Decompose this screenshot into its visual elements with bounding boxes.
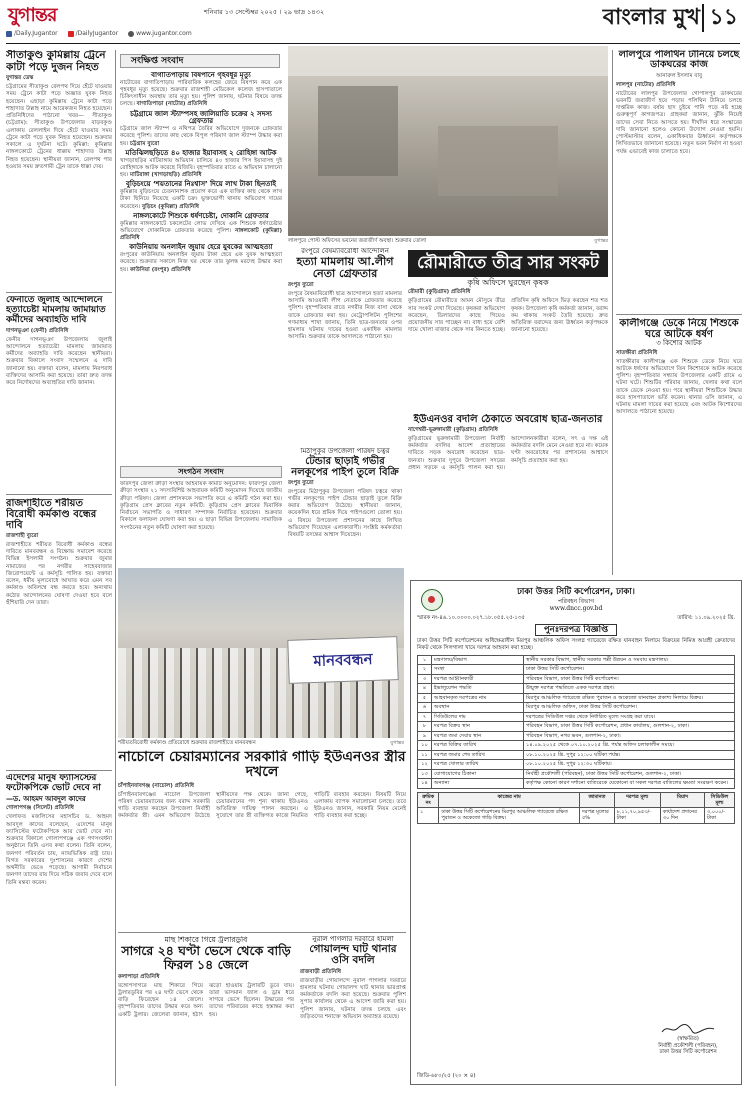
facebook-link[interactable]: /Daily.Jugantor xyxy=(6,30,58,38)
item-table-header: দরপত্র মূল্য xyxy=(614,792,660,808)
tender-cell-v: ০৮.১০.২০২৫ খ্রি. দুপুর ১২:৩০ ঘটিকায়। xyxy=(524,760,735,770)
tender-row xyxy=(418,741,735,751)
story-lalpur xyxy=(616,50,742,312)
tender-cell-k: আহবানকৃত দরপত্রের নাম xyxy=(432,693,524,703)
body: খেলাফত মজলিসের মহাসচিব ড. আহমদ আবদুল কাদের বলেছেন, এদেশের মানুষ ফ্যাসিস্টের ফটোকপিকে আর ভোট দেবে না। শুক্রবার বিকালে গোলাপগঞ্জে এক গণসংবর্ধনা অনুষ্ঠানে তিনি এসব কথা বলেন। তিনি বলেন, জনগণ পরিবর্তন চায়, ন্যায়ভিত্তিক রাষ্ট্র চায়। বিগত সরকারের দুঃশাসনের কারণে দেশের অর্থনীতি ভেঙে পড়েছে। আগামী নির্বাচনে জনগণ তাদের রায় দিয়ে সঠিক জবাব দেবে বলে তিনি মন্তব্য করেন। xyxy=(6,814,112,886)
body: ফেনীর দাগনভূঞা উপজেলায় জুলাই আন্দোলনে হত্যাচেষ্টা মামলায় জামায়াত কর্মীদের অব্যাহতি দাবি করেছেন স্থানীয়রা। শুক্রবার বিকালে সংবাদ সম্মেলনে এ দাবি জানানো হয়। বক্তারা বলেন, মামলায় নিরপরাধ ব্যক্তিদের আসামি করা হয়েছে। তারা দ্রুত তদন্ত করে নির্দোষদের অব্যাহতির দাবি জানান। xyxy=(6,336,112,387)
tender-row xyxy=(418,655,735,665)
byline: যুগান্তর ডেস্ক xyxy=(6,75,34,82)
byline: চাঁপাইনবাবগঞ্জ (নাচোল) প্রতিনিধি xyxy=(118,782,194,789)
tender-cell-n: ১ xyxy=(418,655,432,665)
department: পরিবহন বিভাগ xyxy=(557,597,595,605)
brief-news xyxy=(120,72,282,462)
story-fascist xyxy=(6,774,112,1086)
deck: কৃষি অফিসে ঘুরছেন কৃষক xyxy=(467,277,549,287)
item-table-header: ক্রমিক নং xyxy=(418,792,439,808)
tender-title: পুনঃদরপত্র বিজ্ঞপ্তি xyxy=(411,625,741,636)
byline: রাজশাহী ব্যুরো xyxy=(6,533,39,539)
tender-notice xyxy=(410,580,742,1085)
tender-cell-k: দরপত্র বিক্রয় স্থান xyxy=(432,722,524,732)
column-rule xyxy=(612,50,613,575)
tender-cell-n: ২ xyxy=(418,665,432,675)
quote-attribution: —ড. আহমদ আবদুল কাদের xyxy=(6,794,86,803)
tender-cell-v: ঢাকা উত্তর সিটি কর্পোরেশন। xyxy=(524,665,735,675)
tender-cell-k: দরপত্র আহ্বানকারী xyxy=(432,674,524,684)
story-feni xyxy=(6,296,112,492)
byline: রংপুর ব্যুরো xyxy=(288,479,314,486)
section-title: বাংলার মুখ xyxy=(602,5,700,30)
reporter: আনারুল ইসলাম বাবু xyxy=(655,72,703,79)
tender-cell-n: ১২ xyxy=(418,760,432,770)
item-table-row xyxy=(418,808,735,824)
organization-news-header: সংগঠন সংবাদ xyxy=(120,466,282,478)
tender-cell-n: ৭ xyxy=(418,712,432,722)
brief-item: চট্টগ্রামে জাল স্ট্যাম্পসহ জালিয়াতি চক্রের ২ সদস্য গ্রেফতার চট্টগ্রামে জাল স্ট্যাম্প ও নথিপত্র তৈরির অভিযোগে দুজনকে গ্রেফতার করেছে পুলিশ। তাদের কাছ থেকে বিপুল পরিমাণ জাল স্ট্যাম্প উদ্ধার করা হয়। চট্টগ্রাম ব্যুরো xyxy=(120,109,282,147)
body: কুড়িগ্রামের ভূরুঙ্গামারী উপজেলা নির্বাহী কর্মকর্তার বদলির আদেশ প্রত্যাহারের দাবিতে সড়ক অবরোধ করেছেন ছাত্র-জনতা। শুক্রবার দুপুরে উপজেলা সদরের প্রধান সড়কে এ কর্মসূচি পালন করা হয়। আন্দোলনকারীরা বলেন, সৎ ও দক্ষ এই কর্মকর্তার বদলি মেনে নেওয়া হবে না। কয়েক ঘণ্টা অবরোধের পর প্রশাসনের আশ্বাসে কর্মসূচি প্রত্যাহার করা হয়। xyxy=(408,435,608,471)
kicker: মিঠাপুকুর উপজেলা পরিষদ চত্বর xyxy=(300,448,390,455)
brief-news-header: সংক্ষিপ্ত সংবাদ xyxy=(120,54,280,68)
story-goalanda xyxy=(300,936,406,1086)
item-table-cell: দরপত্র মূল্যের ৫% xyxy=(580,808,615,824)
tender-intro: ঢাকা উত্তর সিটি কর্পোরেশনের অধিক্ষেত্রাধীন মিরপুর আঞ্চলিক অফিস সংলগ্ন গ্যারেজে রক্ষিত যানবাহন নিলামে বিক্রয়ের নিমিত্ত আগ্রহী ক্রেতাদের নিকট থেকে সিলগালা খামে দরপত্র আহবান করা হচ্ছে। xyxy=(417,638,735,651)
item-table-header: সিডিউল মূল্য xyxy=(704,792,734,808)
kicker: রংপুরে বৈষম্যবিরোধী আন্দোলন xyxy=(301,248,389,255)
byline: দাগনভূঞা (ফেনী) প্রতিনিধি xyxy=(6,327,69,334)
tender-cell-k: অন্যান্য xyxy=(432,779,524,789)
tender-cell-v: নির্বাহী প্রকৌশলী (পরিবহন), ঢাকা উত্তর সিটি কর্পোরেশন, গুলশান-২, ঢাকা। xyxy=(524,769,735,779)
tender-cell-v: কর্তৃপক্ষ কোনো কারণ দর্শানো ব্যতিরেকে যেকোনো বা সকল দরপত্র বাতিলের ক্ষমতা সংরক্ষণ করেন। xyxy=(524,779,735,789)
globe-icon xyxy=(128,31,134,37)
youtube-icon xyxy=(68,31,74,37)
story-sagar xyxy=(118,936,294,1086)
tender-cell-n: ১৩ xyxy=(418,769,432,779)
brief-item: কাউনিয়ায় অনলাইন জুয়ায় হেরে যুবকের আত্মহত্যা রংপুরের কাউনিয়ায় অনলাইন জুয়ায় টাকা হেরে এক যুবক আত্মহত্যা করেছে। শুক্রবার সকালে নিজ ঘর থেকে তার ঝুলন্ত মরদেহ উদ্ধার করা হয়। কাউনিয়া (রংপুর) প্রতিনিধি xyxy=(120,243,282,273)
post-office-photo xyxy=(288,46,608,236)
tender-row xyxy=(418,674,735,684)
headline: রৌমারীতে তীব্র সার সংকট xyxy=(417,253,599,273)
tender-item-table xyxy=(417,792,735,824)
byline: সাতক্ষীরা প্রতিনিধি xyxy=(616,349,658,356)
headline: সাগরে ২৪ ঘণ্টা ভেসে থেকে বাড়ি ফিরল ১৪ জেলে xyxy=(121,943,291,972)
item-table-header: কাজের নাম xyxy=(439,792,580,808)
tender-cell-n: ৫ xyxy=(418,693,432,703)
headline: হত্যা মামলায় আ.লীগ নেতা গ্রেফতার xyxy=(296,254,394,280)
gd-number: জিডি-৬৮০/২৫ (২০ × ৪) xyxy=(417,1073,476,1080)
divider xyxy=(616,314,742,315)
kicker: নুরাল পাগলার দরবারে হামলা xyxy=(312,936,394,943)
website[interactable]: www.dncc.gov.bd xyxy=(549,605,603,613)
tender-cell-v: ১৪.০৯.২০২৫ থেকে ০৭.১০.২০২৫ খ্রি. পর্যন্ত অফিস চলাকালীন সময়ে। xyxy=(524,741,735,751)
story-sitakunda xyxy=(6,50,112,290)
body: কুড়িগ্রামের রৌমারীতে আমন মৌসুমে তীব্র সার সংকট দেখা দিয়েছে। কৃষকরা অভিযোগ করেছেন, ডিলারদের কাছে গিয়েও প্রয়োজনীয় সার পাচ্ছেন না। বাধ্য হয়ে বেশি দামে খোলা বাজার থেকে সার কিনতে হচ্ছে। প্রতিদিন কৃষি অফিসে ভিড় করছেন শত শত কৃষক। উপজেলা কৃষি কর্মকর্তা জানান, বরাদ্দ কম থাকায় সংকট তৈরি হয়েছে। দ্রুত অতিরিক্ত বরাদ্দের জন্য ঊর্ধ্বতন কর্তৃপক্ষকে জানানো হয়েছে। xyxy=(408,298,608,334)
item-table-cell: কার্যাদেশ প্রদানের ৩০ দিন xyxy=(660,808,704,824)
human-chain-photo xyxy=(118,568,404,738)
tender-cell-n: ৪ xyxy=(418,684,432,694)
tender-row xyxy=(418,703,735,713)
tender-cell-k: দরপত্র জমার শেষ তারিখ xyxy=(432,750,524,760)
protest-banner: মানববন্ধন xyxy=(287,636,398,684)
story-nachole xyxy=(118,750,406,930)
tender-cell-v: দরপত্রের সিডিউল দপ্তর থেকে নির্ধারিত মূল্যে সংগ্রহ করা যাবে। xyxy=(524,712,735,722)
organization: ঢাকা উত্তর সিটি কর্পোরেশন, ঢাকা। xyxy=(517,587,635,597)
column-rule xyxy=(115,50,116,1086)
memo-date: তারিখ: ১১.০৯.২০২৫ খ্রি. xyxy=(677,614,735,621)
headline-box xyxy=(408,250,608,277)
item-table-cell: ১ xyxy=(418,808,439,824)
tender-cell-v: স্থানীয় সরকার বিভাগ, স্থানীয় সরকার পল্লী উন্নয়ন ও সমবায় মন্ত্রণালয়। xyxy=(524,655,735,665)
headline: লালপুরে পলিথিন টানিয়ে চলছে ডাকঘরের কাজ xyxy=(618,50,740,71)
brief-item: বুড়িচংয়ে ‘শয়তানের নিঃশ্বাস’ দিয়ে লাখ টাকা ছিনতাই কুমিল্লার বুড়িচংয়ে চেতনানাশক প্রয়োগ করে এক ব্যক্তির কাছ থেকে লাখ টাকা ছিনিয়ে নিয়েছে একটি চক্র। ভুক্তভোগী থানায় অভিযোগ দায়ের করেছেন। বুড়িচং (কুমিল্লা) প্রতিনিধি xyxy=(120,180,282,210)
headline: নাচোলে চেয়ারম্যানের সরকারি গাড়ি ইউএনওর স্ত্রীর দখলে xyxy=(118,750,406,781)
byline: গোলাপগঞ্জ (সিলেট) প্রতিনিধি xyxy=(6,805,74,812)
tender-cell-k: অবস্থান xyxy=(432,703,524,713)
memo-line xyxy=(411,613,741,624)
byline: রৌমারী (কুড়িগ্রাম) প্রতিনিধি xyxy=(408,289,471,296)
tender-cell-v: মিরপুর আঞ্চলিক গ্যারেজে রক্ষিত পুরাতন ও অকেজো যানবাহন প্রকাশ্য নিলামে বিক্রয়। xyxy=(524,693,735,703)
headline: ইউএনওর বদলি ঠেকাতে অবরোধ ছাত্র-জনতার xyxy=(413,414,603,425)
tender-cell-k: দরপত্র খোলার তারিখ xyxy=(432,760,524,770)
body: চট্টগ্রামের সীতাকুণ্ড রেলপথ দিয়ে হেঁটে যাওয়ার সময় ট্রেনে কাটা পড়ে অজ্ঞাত যুবক নিহত হয়েছেন। এছাড়া কুমিল্লায় ট্রেনে কাটা পড়ে শাহাদাত উল্লাহ নামে আরেকজন নিহত হয়েছেন। প্রতিনিধিদের পাঠানো খবর— সীতাকুণ্ড (চট্টগ্রাম): সীতাকুণ্ড উপজেলার বাড়বকুণ্ড এলাকায় রেললাইন দিয়ে হেঁটে যাওয়ার সময় ট্রেনে কাটা পড়ে যুবক নিহত হয়েছেন। শুক্রবার সকালে এ দুর্ঘটনা ঘটে। কুমিল্লা: কুমিল্লার নাঙ্গলকোটে ট্রেনের ধাক্কায় শাহাদাত উল্লাহ নিহত হয়েছেন। স্থানীয়রা জানান, রেলপথ পার হওয়ার সময় দ্রুতগামী ট্রেন তাকে ধাক্কা দেয়। xyxy=(6,83,112,170)
subheadline: ৩ কিশোর আটক xyxy=(656,339,702,347)
tender-row xyxy=(418,712,735,722)
headline: কালীগঞ্জে ডেকে নিয়ে শিশুকে ঘরে আটকে ধর্ষণ xyxy=(619,318,739,340)
body: রংপুরের মিঠাপুকুর উপজেলা পরিষদ চত্বরে থাকা গভীর নলকূপের পাইপ টেন্ডার ছাড়াই তুলে বিক্রি করার অভিযোগ উঠেছে। স্থানীয়রা জানান, কয়েকদিন ধরে শ্রমিক দিয়ে পাইপগুলো তোলা হয়। এ বিষয়ে উপজেলা প্রশাসনের কাছে লিখিত অভিযোগ দিয়েছেন এলাকাবাসী। সংশ্লিষ্ট কর্মকর্তারা বিষয়টি তদন্তের আশ্বাস দিয়েছেন। xyxy=(288,488,402,539)
body: বঙ্গোপসাগরে মাছ শিকারে গিয়ে ট্রলারডুবির পর ২৪ ঘণ্টা ভেসে থেকে বাড়ি ফিরেছেন ১৪ জেলে। বৃহস্পতিবার তাদের উদ্ধার করে অন্য একটি ট্রলার। জেলেরা জানান, হঠাৎ ঝড়ো হাওয়ায় ট্রলারটি ডুবে যায়। তারা ভাসমান জাল ও ড্রাম ধরে সাগরে ভেসে ছিলেন। উদ্ধারের পর তাদের পরিবারের কাছে হস্তান্তর করা হয়। xyxy=(118,982,294,1018)
divider xyxy=(6,770,112,771)
tender-cell-v: মিরপুর আঞ্চলিক অফিস, ঢাকা উত্তর সিটি কর্পোরেশন। xyxy=(524,703,735,713)
tender-row xyxy=(418,769,735,779)
masthead xyxy=(6,4,740,44)
tender-cell-v: পরিবহন বিভাগ, ঢাকা উত্তর সিটি কর্পোরেশন। xyxy=(524,674,735,684)
tender-cell-k: দরপত্র বিক্রির তারিখ xyxy=(432,741,524,751)
tender-row xyxy=(418,665,735,675)
byline: কলাপাড়া প্রতিনিধি xyxy=(118,973,160,980)
website-link[interactable]: www.jugantor.com xyxy=(128,30,192,38)
tender-cell-k: সংস্থা xyxy=(432,665,524,675)
social-links xyxy=(6,30,326,38)
brief-item: মতিঝিলছড়িতে ৪০ হাজার ইয়াবাসহ ২ রোহিঙ্গা আটক খাগড়াছড়ির মাটিরাঙ্গায় অভিযান চালিয়ে ৪০ হাজার পিস ইয়াবাসহ দুই রোহিঙ্গাকে আটক করেছে বিজিবি। বৃহস্পতিবার রাতে এ অভিযান চালানো হয়। মাটিরাঙ্গা (খাগড়াছড়ি) প্রতিনিধি xyxy=(120,148,282,179)
tender-cell-k: দরপত্র জমা দেয়ার স্থান xyxy=(432,731,524,741)
memo-number: স্মারক নং-৪৬.১০.০০০০.০২৭.১৮.০৫৫.২৫-১৩৫ xyxy=(417,614,525,621)
body: নাটোরের লালপুর উপজেলার গোপালপুর ডাকঘরের ভবনটি জরাজীর্ণ হয়ে পড়ায় পলিথিন টানিয়ে চলছে দাপ্তরিক কাজ। বর্ষায় ছাদ চুইয়ে পানি পড়ে নষ্ট হচ্ছে গুরুত্বপূর্ণ কাগজপত্র। গ্রাহকরা জানান, ঝুঁকি নিয়েই তাদের সেবা নিতে আসতে হয়। দীর্ঘদিন ধরে সংস্কারের দাবি জানানো হলেও কোনো উদ্যোগ নেওয়া হয়নি। পোস্টমাস্টার বলেন, একাধিকবার ঊর্ধ্বতন কর্তৃপক্ষকে লিখিতভাবে জানানো হয়েছে। নতুন ভবন নির্মাণ না হওয়া পর্যন্ত এভাবেই কাজ চালাতে হবে। xyxy=(616,90,742,155)
signature-mark xyxy=(653,1022,723,1036)
facebook-icon xyxy=(6,31,12,37)
body: সাতক্ষীরার কালীগঞ্জে এক শিশুকে ডেকে নিয়ে ঘরে আটকে ধর্ষণের অভিযোগে তিন কিশোরকে আটক করেছে পুলিশ। বৃহস্পতিবার সন্ধ্যায় উপজেলার একটি গ্রামে এ ঘটনা ঘটে। শিশুটির পরিবার জানায়, খেলার কথা বলে তাকে ডেকে নেওয়া হয়। পরে স্থানীয়রা শিশুটিকে উদ্ধার করে হাসপাতালে ভর্তি করেন। থানার ওসি জানান, এ ঘটনায় মামলা দায়ের করা হয়েছে এবং আটক কিশোরদের আদালতে পাঠানো হয়েছে। xyxy=(616,358,742,416)
photo-caption: লালপুরে পোস্ট অফিসের ভবনের জরাজীর্ণ অবস্থা। শুক্রবার তোলা যুগান্তর xyxy=(288,238,608,244)
tender-cell-n: ১০ xyxy=(418,741,432,751)
photo-caption: শরীয়তবিরোধী কর্মকাণ্ড প্রতিরোধে শুক্রবার রাজশাহীতে মানববন্ধন যুগান্তর xyxy=(118,740,404,746)
story-mithapukur xyxy=(288,448,402,563)
organization-news xyxy=(120,481,282,561)
tender-details-table xyxy=(417,655,735,789)
tender-cell-k: সিডিউলের দাম xyxy=(432,712,524,722)
divider xyxy=(6,494,112,495)
tender-row xyxy=(418,684,735,694)
body: রাজশাহীতে শরীয়ত বিরোধী কর্মকাণ্ড বন্ধের দাবিতে মানববন্ধন ও বিক্ষোভ সমাবেশ করেছে বিভিন্ন ইসলামী সংগঠন। শুক্রবার জুমার নামাজের পর নগরীর সাহেববাজার জিরোপয়েন্টে এ কর্মসূচি পালিত হয়। বক্তারা বলেন, ধর্মীয় মূল্যবোধে আঘাত করে এমন সব কর্মকাণ্ড অবিলম্বে বন্ধ করতে হবে। অন্যথায় কঠোর আন্দোলনের ঘোষণা দেওয়া হবে বলে হুঁশিয়ারি দেন তারা। xyxy=(6,541,112,606)
story-rajshahi xyxy=(6,498,112,768)
byline: লালপুর (নাটোর) প্রতিনিধি xyxy=(616,81,676,88)
signature-block xyxy=(653,1022,723,1056)
headline: এদেশের মানুষ ফ্যাসিস্টের ফটোকপিকে ভোট দেবে না xyxy=(6,774,101,793)
story-uno xyxy=(408,414,608,564)
body: চাঁপাইনবাবগঞ্জের নাচোল উপজেলা পরিষদ চেয়ারম্যানের জন্য বরাদ্দ সরকারি গাড়ি ব্যবহার করছেন উপজেলা নির্বাহী কর্মকর্তার স্ত্রী। এমন অভিযোগ উঠেছে স্থানীয়দের পক্ষ থেকে। জানা গেছে, চেয়ারম্যানের পদ শূন্য থাকায় ইউএনও অতিরিক্ত দায়িত্ব পালন করছেন। এ সুযোগে তার স্ত্রী ব্যক্তিগত কাজে নিয়মিত গাড়িটি ব্যবহার করছেন। বিষয়টি নিয়ে এলাকায় ব্যাপক সমালোচনা চলছে। তবে ইউএনও জানান, সরকারি নিয়ম মেনেই গাড়ি ব্যবহার করা হচ্ছে। xyxy=(118,791,406,820)
page-number: ১১ xyxy=(702,4,738,32)
tender-row xyxy=(418,731,735,741)
brief-item: বাগাতিপাড়ায় বিষপানে গৃহবধূর মৃত্যু নাটোরের বাগাতিপাড়ায় পারিবারিক কলহের জেরে বিষপান করে এক গৃহবধূর মৃত্যু হয়েছে। শুক্রবার রাজশাহী মেডিকেল কলেজ হাসপাতালে চিকিৎসাধীন অবস্থায় তার মৃত্যু হয়। পুলিশ জানায়, ঘটনার বিষয়ে তদন্ত চলছে। বাগাতিপাড়া (নাটোর) প্রতিনিধি xyxy=(120,72,282,108)
tender-cell-v: পরিবহন বিভাগ, নগর ভবন, গুলশান-২, ঢাকা। xyxy=(524,731,735,741)
item-table-cell: ৮,১১,৭০,৯৫৩/- টাকা xyxy=(614,808,660,824)
tender-cell-k: মন্ত্রণালয়/বিভাগ xyxy=(432,655,524,665)
byline: রংপুর ব্যুরো xyxy=(288,281,314,288)
tender-cell-v: উন্মুক্ত দরপত্র পদ্ধতিতে একক দরপত্র গ্রহণ। xyxy=(524,684,735,694)
byline: নাগেশ্বরী-ভূরুঙ্গামারী (কুড়িগ্রাম) প্রতিনিধি xyxy=(408,427,498,433)
tender-cell-v: পরিবহন বিভাগ, ঢাকা উত্তর সিটি কর্পোরেশন, প্রধান কার্যালয়, গুলশান-২, ঢাকা। xyxy=(524,722,735,732)
tender-cell-k: ইভালুয়েশন পদ্ধতি xyxy=(432,684,524,694)
tender-row xyxy=(418,693,735,703)
tender-row xyxy=(418,779,735,789)
item-table-header: জামানত xyxy=(580,792,615,808)
signature-name: (স্বাক্ষরিত) xyxy=(677,1036,699,1043)
tender-row xyxy=(418,722,735,732)
tender-cell-k: যোগাযোগের ঠিকানা xyxy=(432,769,524,779)
tender-cell-v: ০৮.১০.২০২৫ খ্রি. দুপুর ১২:০০ ঘটিকা পর্যন্ত। xyxy=(524,750,735,760)
story-rangpur xyxy=(288,248,402,444)
signature-title: নির্বাহী প্রকৌশলী (পরিবহন), ঢাকা উত্তর সিটি কর্পোরেশন xyxy=(658,1042,718,1056)
headline: ফেনীতে জুলাই আন্দোলনে হত্যাচেষ্টা মামলায় জামায়াত কর্মীদের অব্যাহতি দাবি xyxy=(6,296,106,325)
divider xyxy=(6,292,112,293)
tender-header xyxy=(411,581,741,613)
story-kaliganj xyxy=(616,318,742,574)
headline: রাজশাহীতে শরীয়ত বিরোধী কর্মকাণ্ড বন্ধের দাবি xyxy=(6,498,97,531)
divider xyxy=(118,932,406,933)
tender-cell-n: ১৪ xyxy=(418,779,432,789)
kicker: মাছ শিকারে গিয়ে ট্রলারডুবি xyxy=(164,936,248,944)
youtube-link[interactable]: /DailyJugantor xyxy=(68,30,119,38)
newspaper-logo: যুগান্তর xyxy=(8,4,57,26)
tender-cell-n: ৮ xyxy=(418,722,432,732)
item-table-cell: ঢাকা উত্তর সিটি কর্পোরেশনের মিরপুর আঞ্চলিক গ্যারেজে রক্ষিত পুরাতন ও অকেজো গাড়ি বিক্রয়। xyxy=(439,808,580,824)
tender-cell-n: ৯ xyxy=(418,731,432,741)
headline: টেন্ডার ছাড়াই গভীর নলকূপের পাইপ তুলে বিক্রি xyxy=(291,455,399,478)
item-table-cell: ৩,০০০/- টাকা xyxy=(704,808,734,824)
headline: সীতাকুণ্ড কুমিল্লায় ট্রেনে কাটা পড়ে দুজন নিহত xyxy=(6,50,106,73)
body: রাজবাড়ীর গোয়ালন্দে নুরাল পাগলার দরবারে হামলার ঘটনায় গোয়ালন্দ ঘাট থানার ভারপ্রাপ্ত কর্মকর্তাকে বদলি করা হয়েছে। শুক্রবার পুলিশ সুপার কার্যালয় থেকে এ আদেশ জারি করা হয়। পুলিশ জানায়, ঘটনার তদন্ত চলছে এবং জড়িতদের শনাক্তে অভিযান অব্যাহত রয়েছে। xyxy=(300,977,406,1020)
item-table-header: মিয়াদ xyxy=(660,792,704,808)
tender-cell-n: ৬ xyxy=(418,703,432,713)
tender-row xyxy=(418,750,735,760)
brief-item: নাঙ্গলকোটে শিশুকে ধর্ষণচেষ্টা, দোকানি গ্রেফতার কুমিল্লার নাঙ্গলকোটে চকলেটের লোভ দেখিয়ে এক শিশুকে ধর্ষণচেষ্টার অভিযোগে দোকানিকে গ্রেফতার করেছে পুলিশ। নাঙ্গলকোট (কুমিল্লা) প্রতিনিধি xyxy=(120,211,282,242)
tender-row xyxy=(418,760,735,770)
tender-cell-n: ১১ xyxy=(418,750,432,760)
body: ফরিদপুর জেলা ক্রীড়া সংস্থার আহবায়ক কমিটি অনুমোদন: ফরিদপুর জেলা ক্রীড়া সংস্থার ২১ সদস্যবিশিষ্ট আহবায়ক কমিটি অনুমোদন দিয়েছে জাতীয় ক্রীড়া পরিষদ। জেলা প্রশাসককে সভাপতি করে এ কমিটি গঠন করা হয়। কুড়িগ্রাম প্রেস ক্লাবের নতুন কমিটি: কুড়িগ্রাম প্রেস ক্লাবের দ্বিবার্ষিক নির্বাচনে সভাপতি ও সাধারণ সম্পাদক নির্বাচিত হয়েছেন। শুক্রবার বিকালে ফলাফল ঘোষণা করা হয়। এ ছাড়া বিভিন্ন উপজেলায় সামাজিক সংগঠনের নতুন কমিটি ঘোষণা করা হয়েছে। xyxy=(120,481,282,531)
government-seal-icon xyxy=(421,589,443,611)
story-rowmari xyxy=(408,250,608,410)
headline: গোয়ালন্দ ঘাট থানার ওসি বদলি xyxy=(309,942,397,967)
dateline: শনিবার ১৩ সেপ্টেম্বর ২০২৫ । ২৯ ভাদ্র ১৪৩২ xyxy=(204,8,325,16)
byline: রাজবাড়ী প্রতিনিধি xyxy=(300,968,341,975)
body: রংপুরে বৈষম্যবিরোধী ছাত্র আন্দোলনে হত্যা মামলার আসামি আওয়ামী লীগ নেতাকে গ্রেফতার করেছে পুলিশ। বৃহস্পতিবার রাতে নগরীর নিজ বাসা থেকে তাকে গ্রেফতার করা হয়। মেট্রোপলিটন পুলিশের গণমাধ্যম শাখা জানায়, তিনি ছাত্র-জনতার ওপর হামলার ঘটনায় দায়ের হওয়া একাধিক মামলার আসামি। শুক্রবার তাকে আদালতে পাঠানো হয়। xyxy=(288,290,402,341)
tender-cell-n: ৩ xyxy=(418,674,432,684)
